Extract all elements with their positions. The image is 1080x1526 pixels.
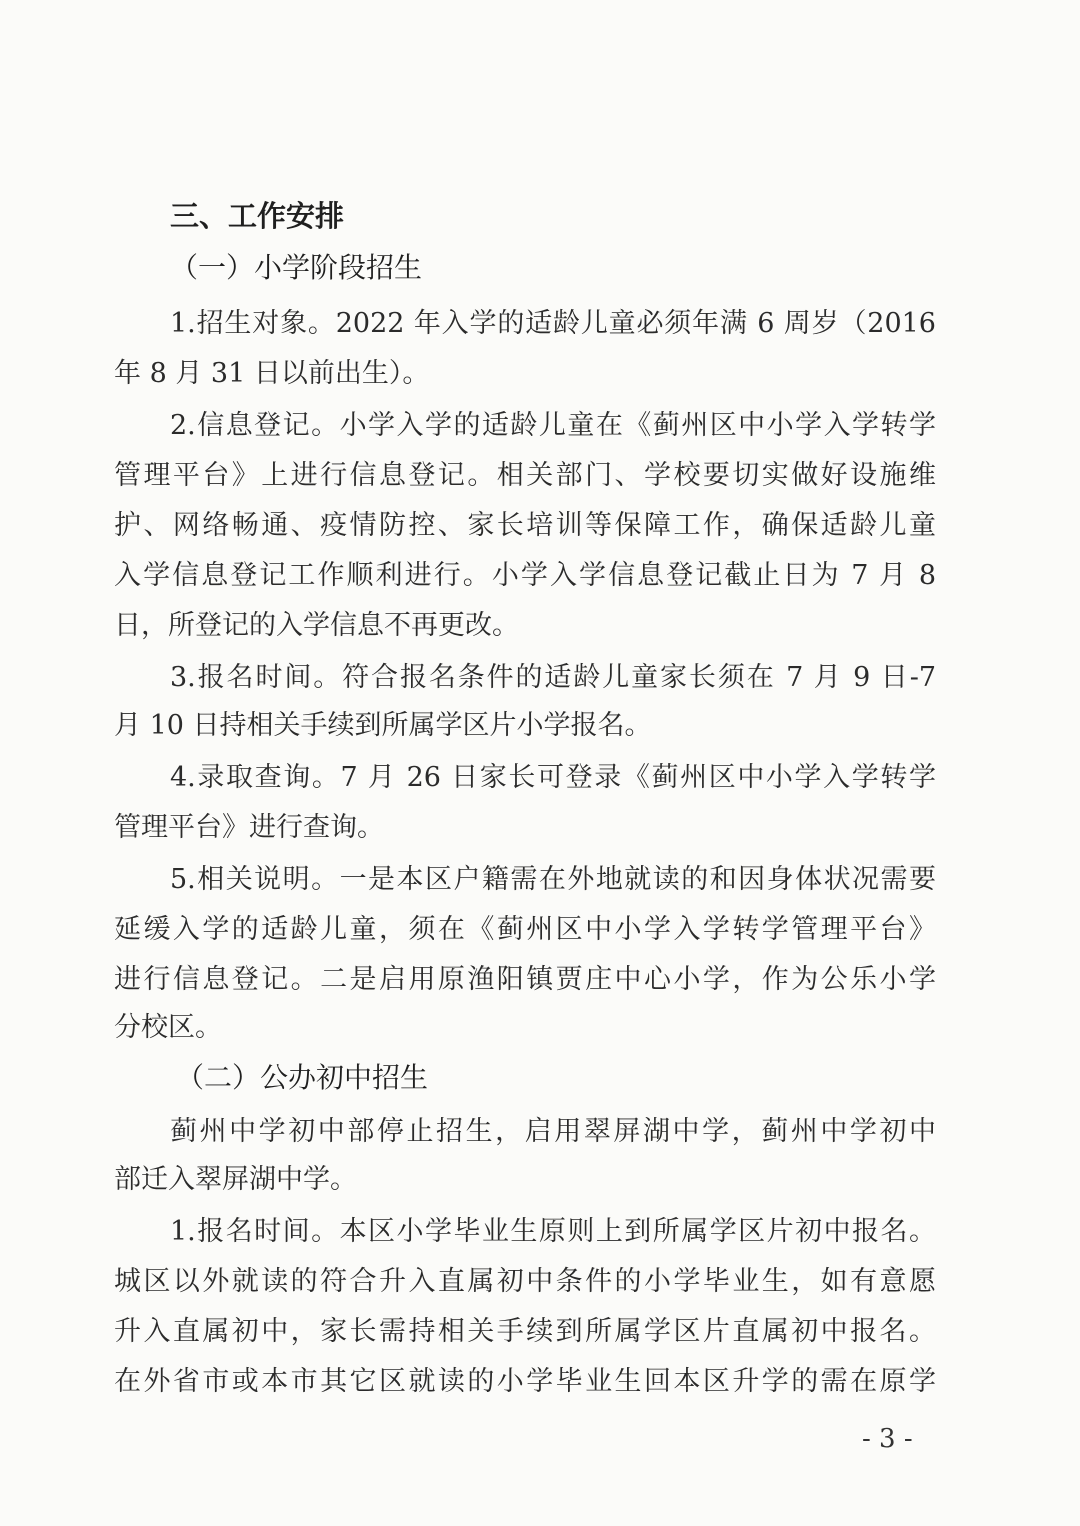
paragraph-line: 进行信息登记。二是启用原渔阳镇贾庄中心小学，作为公乐小学 (114, 964, 936, 995)
paragraph-line: 5.相关说明。一是本区户籍需在外地就读的和因身体状况需要 (170, 864, 936, 895)
paragraph-line: 升入直属初中，家长需持相关手续到所属学区片直属初中报名。 (114, 1316, 936, 1347)
page-number: - 3 - (862, 1424, 913, 1454)
paragraph-line: 年 8 月 31 日以前出生）。 (114, 358, 430, 389)
paragraph-line: 入学信息登记工作顺利进行。小学入学信息登记截止日为 7 月 8 (114, 560, 936, 591)
paragraph-line: 蓟州中学初中部停止招生，启用翠屏湖中学，蓟州中学初中 (170, 1116, 936, 1147)
paragraph-line: 2.信息登记。小学入学的适龄儿童在《蓟州区中小学入学转学 (170, 410, 936, 441)
section-heading: 三、工作安排 (170, 199, 345, 233)
subheading-primary-enrollment: （一）小学阶段招生 (170, 251, 423, 284)
paragraph-line: 日，所登记的入学信息不再更改。 (114, 610, 519, 641)
paragraph-line: 管理平台》进行查询。 (114, 812, 384, 843)
paragraph-line: 分校区。 (114, 1012, 222, 1043)
paragraph-line: 城区以外就读的符合升入直属初中条件的小学毕业生，如有意愿 (114, 1266, 936, 1297)
paragraph-line: 在外省市或本市其它区就读的小学毕业生回本区升学的需在原学 (114, 1366, 936, 1397)
paragraph-line: 护、网络畅通、疫情防控、家长培训等保障工作，确保适龄儿童 (114, 510, 936, 541)
paragraph-line: 3.报名时间。符合报名条件的适龄儿童家长须在 7 月 9 日-7 (170, 662, 936, 693)
paragraph-line: 部迁入翠屏湖中学。 (114, 1164, 357, 1195)
paragraph-line: 1.招生对象。2022 年入学的适龄儿童必须年满 6 周岁（2016 (170, 308, 936, 339)
paragraph-line: 管理平台》上进行信息登记。相关部门、学校要切实做好设施维 (114, 460, 936, 491)
paragraph-line: 1.报名时间。本区小学毕业生原则上到所属学区片初中报名。 (170, 1216, 936, 1247)
subheading-junior-enrollment: （二）公办初中招生 (176, 1061, 429, 1094)
paragraph-line: 延缓入学的适龄儿童，须在《蓟州区中小学入学转学管理平台》 (114, 914, 936, 945)
paragraph-line: 月 10 日持相关手续到所属学区片小学报名。 (114, 710, 652, 741)
paragraph-line: 4.录取查询。7 月 26 日家长可登录《蓟州区中小学入学转学 (170, 762, 936, 793)
